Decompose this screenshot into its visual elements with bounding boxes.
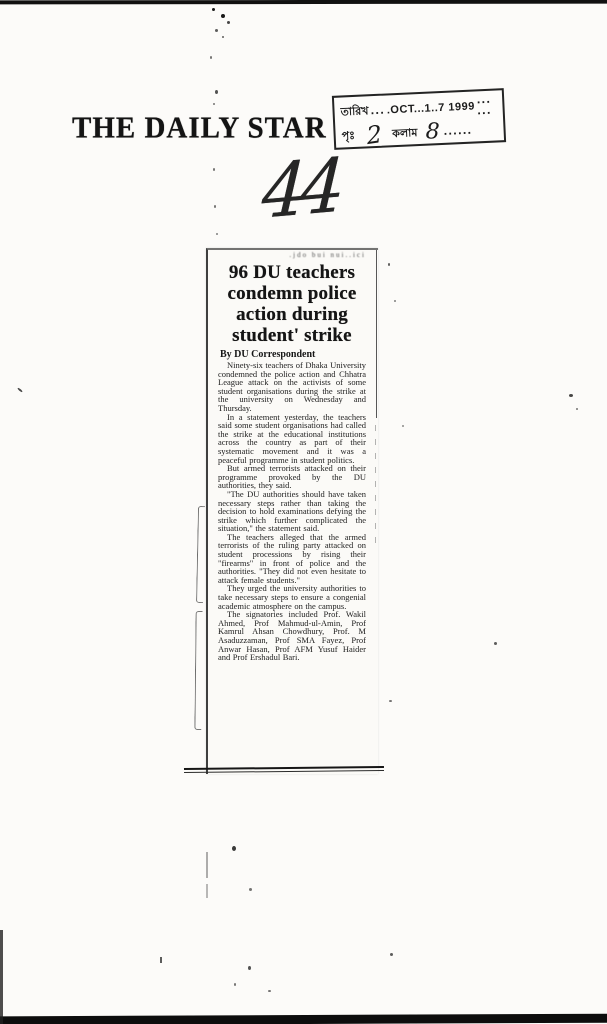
scan-speck (389, 700, 392, 702)
scan-speck (248, 966, 251, 970)
scan-speck (268, 990, 271, 992)
scan-speck (17, 387, 23, 392)
scan-speck (213, 103, 215, 105)
margin-bracket (194, 611, 202, 730)
handwritten-page-number: 2 (365, 119, 384, 151)
scan-speck (249, 888, 252, 891)
scan-speck (210, 56, 212, 59)
handwritten-page-mark: 44 (259, 142, 342, 236)
stamp-date-value: .OCT...1..7 1999 (386, 100, 476, 117)
article-byline: By DU Correspondent (220, 349, 316, 360)
clipping-top-smudge: .jdo bui nui..ici (289, 251, 366, 259)
article-paragraph: They urged the university authorities to take necessary steps to ensure a congenial academic atmosphere on the campus. (218, 583, 366, 611)
scan-speck (206, 884, 208, 898)
library-date-stamp (332, 88, 506, 150)
stamp-page-label: পৃঃ (341, 128, 356, 143)
headline-line: condemn police (227, 283, 357, 304)
headline-line: student' strike (232, 325, 352, 346)
newspaper-clipping (206, 248, 378, 774)
scan-speck (394, 300, 396, 302)
scan-speck (227, 21, 230, 24)
stamp-date-label: তারিখ (340, 103, 369, 119)
stamp-column-label: কলাম (391, 125, 418, 140)
scan-speck (402, 425, 404, 427)
clipping-bottom-rule (184, 766, 384, 773)
scan-speck (215, 29, 218, 32)
scan-speck (569, 394, 573, 397)
scan-speck (390, 953, 393, 956)
scan-speck (388, 263, 390, 266)
scan-speck (213, 168, 215, 171)
scan-speck (215, 90, 218, 94)
article-paragraph: In a statement yesterday, the teachers said some student organisations had called the strike at the educational institutions across the country as part of their systematic movement and it was a peaceful programme in student politics. (218, 411, 366, 465)
scan-speck (214, 205, 216, 208)
scan-speck (206, 852, 208, 878)
headline-line: action during (236, 304, 348, 325)
article-body (218, 361, 366, 662)
headline-line: 96 DU teachers (228, 262, 356, 283)
stamp-column-leader: ...... (443, 125, 473, 138)
article-paragraph: But armed terrorists attacked on their programme provoked by the DU authorities, they said. (218, 463, 366, 491)
article-paragraph: The signatories included Prof. Wakil Ahmed, Prof Mahmud-ul-Amin, Prof Kamrul Ahsan Chowdhury, Prof. M Asaduzzaman, Prof SMA Fayez, Prof Anwar Hasan, Prof AFM Yusuf Haider and Prof Ershadul Bari. (218, 609, 366, 663)
article-paragraph: The teachers alleged that the armed terrorists of the ruling party attacked on student processions by rising their "firearms" in front of police and the authorities. "They did not even hesitate to attack female students." (218, 531, 366, 585)
scan-speck (494, 642, 497, 645)
scan-speck (232, 846, 236, 851)
scan-speck (216, 233, 218, 235)
newspaper-masthead: THE DAILY STAR (72, 111, 327, 145)
stamp-date-leader-pre: ... (370, 105, 386, 117)
handwritten-column-number: 8 (425, 119, 440, 145)
scan-speck (212, 8, 215, 11)
scan-speck (221, 14, 225, 18)
scan-speck (234, 983, 236, 986)
article-headline (218, 262, 366, 346)
scan-speck (222, 36, 224, 38)
scan-edge-top (0, 0, 607, 4)
stamp-date-leader-post: ... ... (476, 94, 492, 118)
article-paragraph: Ninety-six teachers of Dhaka University condemned the police action and Chhatra League attack on the activists of some student organisations during the strike at the university on Wednesday and Thursday. (218, 360, 366, 413)
article-paragraph: "The DU authorities should have taken necessary steps rather than taking the decision to hold examinations defying the strike which further complicated the situation," the statement said. (218, 488, 366, 534)
margin-bracket (196, 506, 205, 603)
scan-edge-bottom (0, 1014, 607, 1024)
stamp-page-row (341, 117, 498, 151)
scan-speck (160, 957, 162, 963)
scan-edge-left (0, 930, 3, 1024)
scan-speck (576, 408, 578, 410)
